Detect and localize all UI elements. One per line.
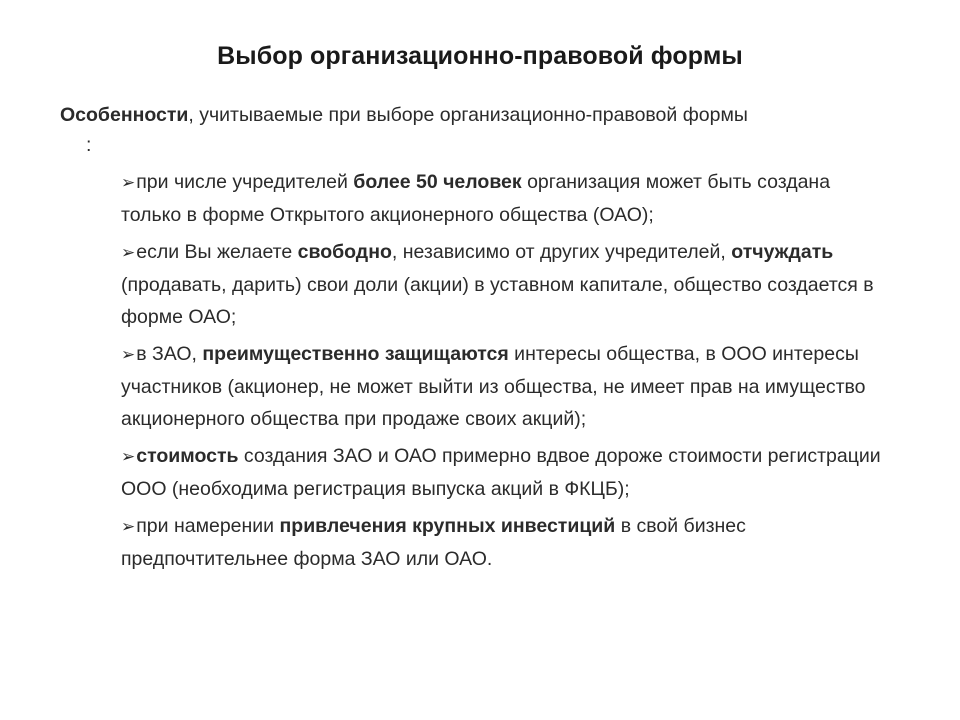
bullet-text: если Вы желаете (136, 241, 298, 263)
bullet-text: (продавать, дарить) свои доли (акции) в уставном капитале, общество создается в форме ОАО; (121, 274, 874, 328)
bullet-text: в ЗАО, (136, 343, 203, 365)
slide-title: Выбор организационно-правовой формы (217, 42, 743, 70)
bullet-text: при намерении (136, 515, 280, 537)
arrow-bullet-icon: ➢ (121, 173, 136, 193)
arrow-bullet-icon: ➢ (121, 447, 136, 467)
bullet-text: при числе учредителей (136, 171, 354, 193)
bullet-item (121, 440, 891, 505)
bullet-emphasis: привлечения крупных инвестиций (279, 515, 616, 537)
bullet-emphasis: стоимость (136, 445, 239, 467)
bullet-emphasis: преимущественно защищаются (202, 343, 509, 365)
bullet-list (121, 166, 891, 580)
bullet-text: в свой бизнес предпочтительнее форма ЗАО или ОАО. (121, 515, 746, 570)
bullet-text: организация может быть создана только в форме Открытого акционерного общества (ОАО); (121, 171, 831, 226)
intro-rest: , учитываемые при выборе организационно-правовой формы (188, 104, 748, 126)
bullet-item (121, 236, 891, 333)
bullet-item (121, 166, 891, 231)
bullet-text: интересы общества, в ООО интересы участников (акционер, не может выйти из общества, не имеет прав на имущество акционерного общества при продаже своих акций); (121, 343, 866, 430)
bullet-item (121, 338, 891, 435)
bullet-emphasis: отчуждать (731, 241, 834, 263)
arrow-bullet-icon: ➢ (121, 345, 136, 365)
intro-lead: Особенности (60, 104, 189, 126)
arrow-bullet-icon: ➢ (121, 243, 136, 263)
bullet-text: создания ЗАО и ОАО примерно вдвое дороже стоимости регистрации ООО (необходима регистрация выпуска акций в ФКЦБ); (121, 445, 881, 500)
arrow-bullet-icon: ➢ (121, 517, 136, 537)
intro-colon: : (86, 134, 92, 156)
bullet-emphasis: свободно (297, 241, 392, 263)
intro-line (60, 100, 860, 130)
bullet-text: , независимо от других учредителей, (391, 241, 732, 263)
bullet-emphasis: более 50 человек (353, 171, 522, 193)
bullet-item (121, 510, 891, 575)
